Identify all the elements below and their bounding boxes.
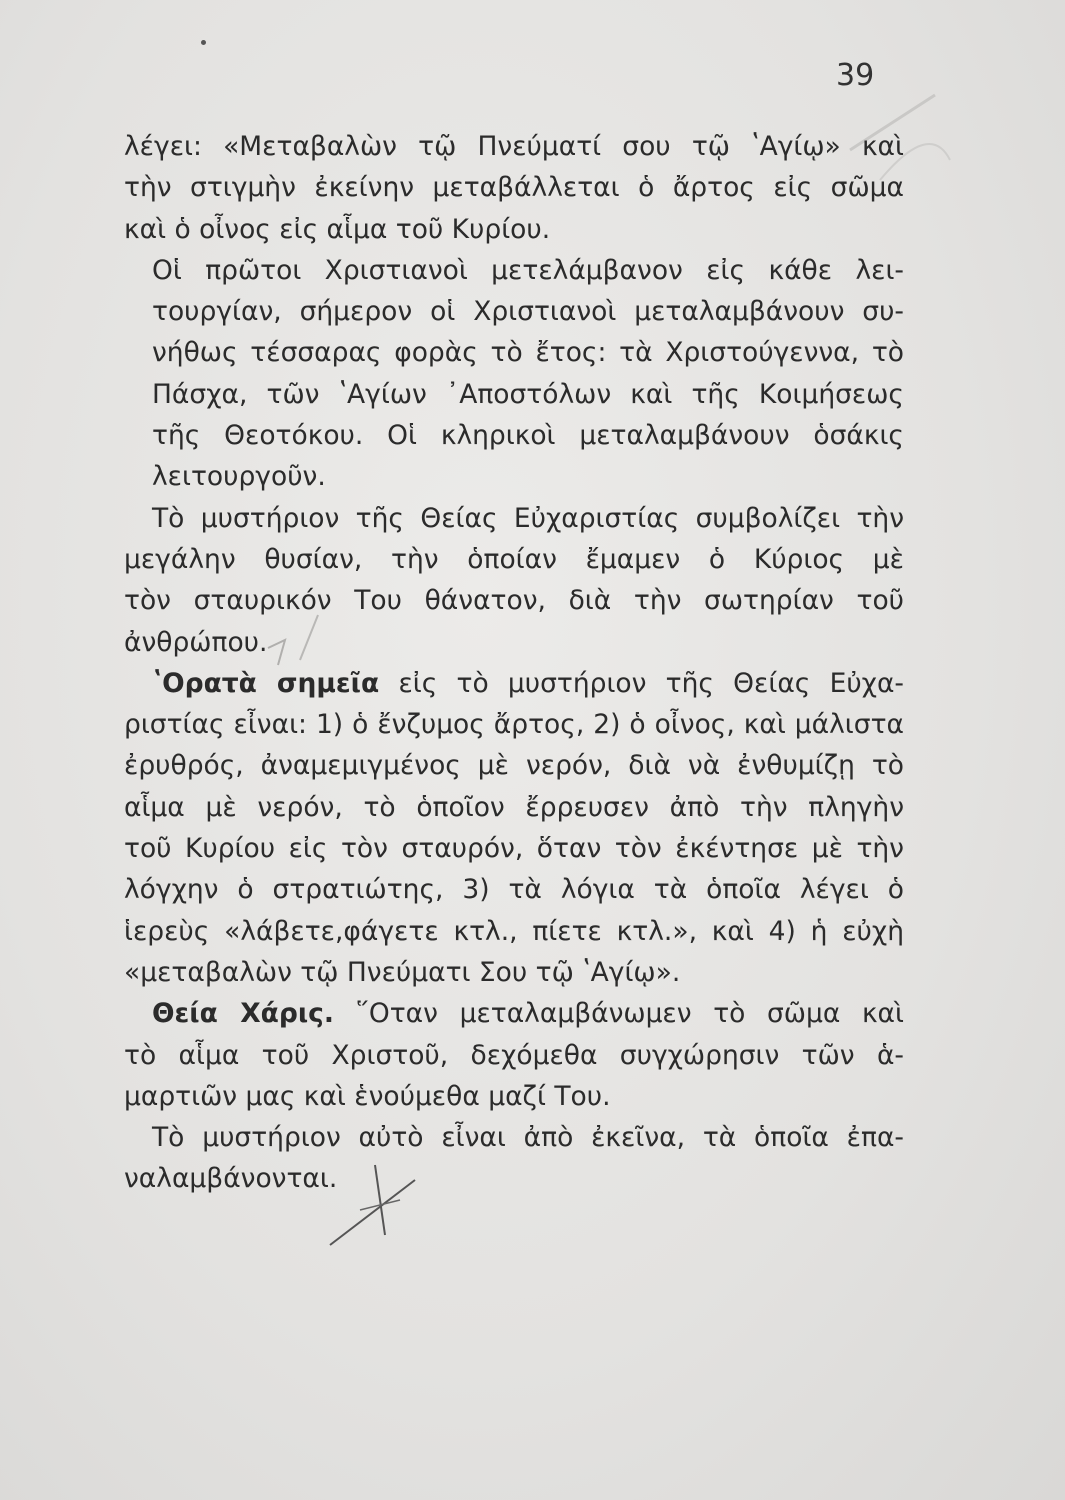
text-line: ναλαμβάνονται.	[124, 1163, 338, 1195]
text-line: τοῦ Κυρίου εἰς τὸν σταυρόν, ὅταν τὸν ἐκέντησε μὲ τὴν	[124, 833, 904, 865]
text-line: «μεταβαλὼν τῷ Πνεύματι Σου τῷ ʽΑγίῳ».	[124, 956, 681, 988]
text-line: λέγει: «Μεταβαλὼν τῷ Πνεύματί σου τῷ ʽΑγίῳ» καὶ	[124, 131, 904, 162]
heading-rest: ῞Οταν μεταλαμβάνωμεν τὸ σῶμα καὶ	[355, 998, 904, 1030]
text-line: ριστίας εἶναι: 1) ὁ ἔνζυμος ἄρτος, 2) ὁ οἶνος, καὶ μάλιστα	[124, 709, 904, 741]
section-heading: ʽΟρατὰ σημεῖα	[152, 667, 380, 699]
text-line: ἱερεὺς «λάβετε,φάγετε κτλ., πίετε κτλ.», καὶ 4) ἡ εὐχὴ	[124, 915, 904, 947]
text-line: μεγάλην θυσίαν, τὴν ὁποίαν ἔμαμεν ὁ Κύριος μὲ	[124, 543, 904, 575]
page-number: 39	[836, 58, 875, 93]
text-line	[124, 663, 904, 704]
section-heading: Θεία Χάρις.	[152, 998, 334, 1030]
text-line: Τὸ μυστήριον τῆς Θείας Εὐχαριστίας συμβολίζει τὴν	[152, 502, 904, 534]
text-line: μαρτιῶν μας καὶ ἑνούμεθα μαζί Του.	[124, 1080, 611, 1112]
text-line: νήθως τέσσαρας φορὰς τὸ ἔτος: τὰ Χριστούγεννα, τὸ	[152, 337, 904, 369]
text-line: τουργίαν, σήμερον οἱ Χριστιανοὶ μεταλαμβάνουν συ-	[152, 296, 904, 328]
text-line: Οἱ πρῶτοι Χριστιανοὶ μετελάμβανον εἰς κάθε λει-	[152, 254, 904, 286]
body-text	[124, 126, 904, 1200]
text-line	[124, 993, 904, 1034]
text-line: καὶ ὁ οἶνος εἰς αἷμα τοῦ Κυρίου.	[124, 213, 551, 245]
paragraph-5	[124, 993, 904, 1117]
paragraph-2	[124, 250, 904, 498]
heading-rest: εἰς τὸ μυστήριον τῆς Θείας Εὐχα-	[398, 667, 904, 699]
text-line: τὴν στιγμὴν ἐκείνην μεταβάλλεται ὁ ἄρτος εἰς σῶμα	[124, 172, 904, 204]
text-line: Τὸ μυστήριον αὐτὸ εἶναι ἀπὸ ἐκεῖνα, τὰ ὁποῖα ἐπα-	[152, 1122, 904, 1154]
text-line: τὸ αἷμα τοῦ Χριστοῦ, δεχόμεθα συγχώρησιν τῶν ἁ-	[124, 1039, 904, 1071]
paragraph-1	[124, 126, 904, 250]
text-line: λειτουργοῦν.	[152, 461, 326, 493]
text-line: αἷμα μὲ νερόν, τὸ ὁποῖον ἔρρευσεν ἀπὸ τὴν πληγὴν	[124, 791, 904, 823]
text-line: ἀνθρώπου.	[124, 626, 268, 658]
paragraph-6	[124, 1117, 904, 1200]
text-line: λόγχην ὁ στρατιώτης, 3) τὰ λόγια τὰ ὁποῖα λέγει ὁ	[124, 874, 904, 906]
ink-dot	[201, 40, 206, 45]
paragraph-3	[124, 498, 904, 663]
text-line: τὸν σταυρικόν Του θάνατον, διὰ τὴν σωτηρίαν τοῦ	[124, 585, 904, 617]
text-line: ἐρυθρός, ἀναμεμιγμένος μὲ νερόν, διὰ νὰ ἐνθυμίζῃ τὸ	[124, 750, 904, 782]
paragraph-4	[124, 663, 904, 993]
text-line: τῆς Θεοτόκου. Οἱ κληρικοὶ μεταλαμβάνουν ὁσάκις	[152, 420, 904, 452]
text-line: Πάσχα, τῶν ʽΑγίων ᾿Αποστόλων καὶ τῆς Κοιμήσεως	[152, 378, 904, 410]
